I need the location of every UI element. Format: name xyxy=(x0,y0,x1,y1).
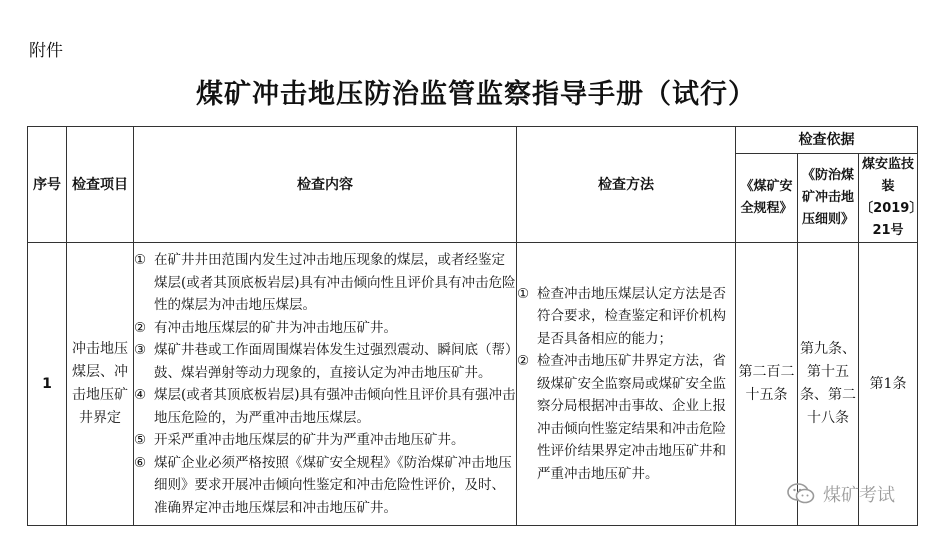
header-basis: 检查依据 xyxy=(736,127,918,154)
watermark xyxy=(787,481,895,507)
table-row xyxy=(28,243,918,526)
header-content: 检查内容 xyxy=(134,127,517,243)
row-method xyxy=(517,243,736,526)
content-item: ④ 煤层(或者其顶底板岩层)具有强冲击倾向性且评价具有强冲击地压危险的，为严重冲击地压煤层。 xyxy=(134,387,516,426)
content-item: ③ 煤矿井巷或工作面周围煤岩体发生过强烈震动、瞬间底（帮）鼓、煤岩弹射等动力现象的，直接认定为冲击地压矿井。 xyxy=(134,342,512,381)
header-basis-notice: 煤安监技装〔2019〕21号 xyxy=(859,154,918,243)
wechat-icon xyxy=(787,483,815,505)
header-basis-regulation: 《煤矿安全规程》 xyxy=(736,154,798,243)
content-item: ② 有冲击地压煤层的矿井为冲击地压矿井。 xyxy=(134,319,397,336)
watermark-text: 煤矿考试 xyxy=(823,485,895,506)
attachment-label: 附件 xyxy=(29,41,63,61)
document-title: 煤矿冲击地压防治监管监察指导手册（试行） xyxy=(196,79,756,110)
content-item: ① 在矿井井田范围内发生过冲击地压现象的煤层，或者经鉴定煤层(或者其顶底板岩层)具有冲击倾向性且评价具有冲击危险性的煤层为冲击地压煤层。 xyxy=(134,252,516,313)
row-item: 冲击地压煤层、冲击地压矿井界定 xyxy=(67,243,134,526)
basis-regulation: 第二百二十五条 xyxy=(736,243,798,526)
header-method: 检查方法 xyxy=(517,127,736,243)
content-item: ⑥ 煤矿企业必须严格按照《煤矿安全规程》《防治煤矿冲击地压细则》要求开展冲击倾向性鉴定和冲击危险性评价，及时、准确界定冲击地压煤层和冲击地压矿井。 xyxy=(134,454,512,516)
basis-rules: 第九条、第十五条、第二十八条 xyxy=(798,243,859,526)
header-item: 检查项目 xyxy=(67,127,134,243)
row-number: 1 xyxy=(28,243,67,526)
header-num: 序号 xyxy=(28,127,67,243)
method-item: ① 检查冲击地压煤层认定方法是否符合要求，检查鉴定和评价机构是否具备相应的能力； xyxy=(517,285,726,347)
content-item: ⑤ 开采严重冲击地压煤层的矿井为严重冲击地压矿井。 xyxy=(134,432,465,448)
basis-notice: 第1条 xyxy=(859,243,918,526)
header-basis-rules: 《防治煤矿冲击地压细则》 xyxy=(798,154,859,243)
method-item: ② 检查冲击地压矿井界定方法，省级煤矿安全监察局或煤矿安全监察分局根据冲击事故、企业上报冲击倾向性鉴定结果和冲击危险性评价结果界定冲击地压矿井和严重冲击地压矿井。 xyxy=(517,353,726,482)
supervision-table xyxy=(27,126,918,526)
row-content xyxy=(134,243,517,526)
